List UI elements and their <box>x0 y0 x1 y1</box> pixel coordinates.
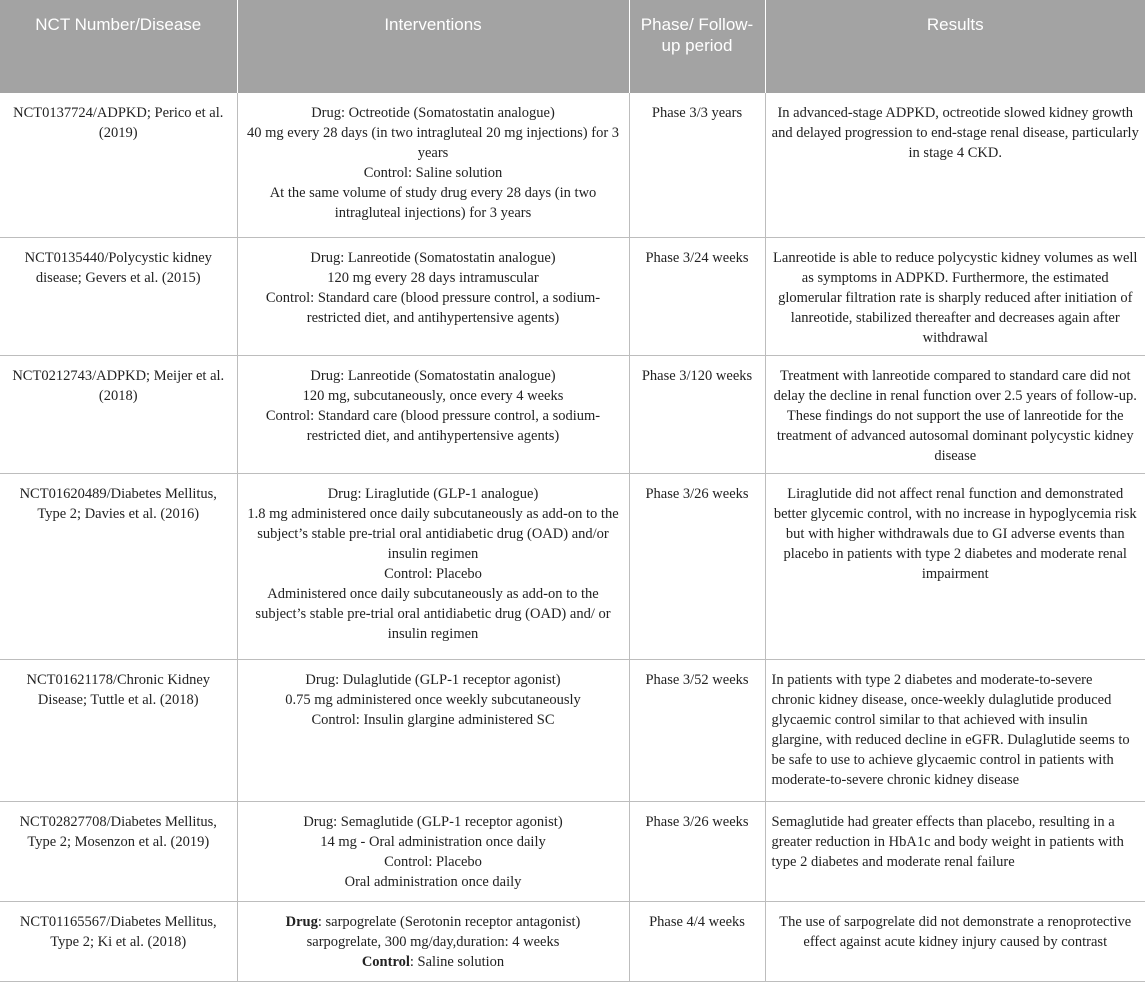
table-row <box>0 659 1145 801</box>
intervention-line: 1.8 mg administered once daily subcutaneously as add-on to the subject’s stable pre-trial oral antidiabetic drug (OAD) and/or insulin regimen <box>247 505 619 562</box>
intervention-line: Drug: Octreotide (Somatostatin analogue) <box>311 105 555 121</box>
cell-interventions <box>237 355 629 473</box>
intervention-line: 120 mg, subcutaneously, once every 4 weeks <box>302 387 564 404</box>
cell-results: Treatment with lanreotide compared to standard care did not delay the decline in renal function over 2.5 years of follow-up. These findings do not support the use of lanreotide for the treatment of advanced autosomal dominant polycystic kidney disease <box>765 355 1145 473</box>
drug-text: : sarpogrelate (Serotonin receptor antagonist) <box>317 913 581 930</box>
intervention-line: Control: Standard care (blood pressure control, a sodium-restricted diet, and antihypertensive agents) <box>265 289 601 326</box>
table-row <box>0 473 1145 659</box>
cell-results: In patients with type 2 diabetes and moderate-to-severe chronic kidney disease, once-weekly dulaglutide produced glycaemic control similar to that achieved with insulin glargine, with reduced decline in eGFR. Dulaglutide seems to be safe to use to achieve glycaemic control in patients with moderate-to-severe chronic kidney disease <box>765 659 1145 801</box>
header-results: Results <box>765 0 1145 93</box>
cell-nct: NCT01165567/Diabetes Mellitus, Type 2; Ki et al. (2018) <box>0 901 237 981</box>
intervention-line: Drug: Liraglutide (GLP-1 analogue) <box>327 485 539 502</box>
cell-results: The use of sarpogrelate did not demonstrate a renoprotective effect against acute kidney injury caused by contrast <box>765 901 1145 981</box>
table-row <box>0 93 1145 237</box>
cell-interventions <box>237 473 629 659</box>
cell-phase: Phase 3/3 years <box>629 93 765 237</box>
table-row <box>0 355 1145 473</box>
cell-nct: NCT0212743/ADPKD; Meijer et al. (2018) <box>0 355 237 473</box>
header-row <box>0 0 1145 93</box>
cell-nct: NCT0135440/Polycystic kidney disease; Gevers et al. (2015) <box>0 237 237 355</box>
cell-nct: NCT01620489/Diabetes Mellitus, Type 2; Davies et al. (2016) <box>0 473 237 659</box>
cell-interventions <box>237 801 629 901</box>
control-text: : Saline solution <box>409 953 505 970</box>
intervention-line: Control: Standard care (blood pressure control, a sodium-restricted diet, and antihypertensive agents) <box>265 407 601 444</box>
cell-phase: Phase 3/26 weeks <box>629 801 765 901</box>
intervention-line: sarpogrelate, 300 mg/day,duration: 4 weeks <box>306 933 560 950</box>
header-interventions: Interventions <box>237 0 629 93</box>
intervention-line <box>244 952 623 972</box>
control-label: Control <box>361 953 410 970</box>
intervention-line: Drug: Semaglutide (GLP-1 receptor agonist) <box>303 813 563 830</box>
cell-interventions <box>237 901 629 981</box>
cell-nct: NCT0137724/ADPKD; Perico et al. (2019) <box>0 93 237 237</box>
intervention-line: Oral administration once daily <box>344 873 522 890</box>
cell-phase: Phase 3/120 weeks <box>629 355 765 473</box>
table-body <box>0 93 1145 981</box>
header-phase: Phase/ Follow-up period <box>629 0 765 93</box>
cell-phase: Phase 3/52 weeks <box>629 659 765 801</box>
cell-phase: Phase 3/26 weeks <box>629 473 765 659</box>
cell-results: Lanreotide is able to reduce polycystic kidney volumes as well as symptoms in ADPKD. Furthermore, the estimated glomerular filtration rate is sharply reduced after initiation of lanreotide, stabilized thereafter and decreases again after withdrawal <box>765 237 1145 355</box>
intervention-line: Administered once daily subcutaneously as add-on to the subject’s stable pre-trial oral antidiabetic drug (OAD) and/ or insulin regimen <box>255 585 611 642</box>
cell-results: Semaglutide had greater effects than placebo, resulting in a greater reduction in HbA1c and body weight in patients with type 2 diabetes and moderate renal failure <box>765 801 1145 901</box>
table-row <box>0 901 1145 981</box>
intervention-line <box>244 912 623 932</box>
header-nct: NCT Number/Disease <box>0 0 237 93</box>
drug-label: Drug <box>285 913 318 930</box>
intervention-line: 40 mg every 28 days (in two intragluteal 20 mg injections) for 3 years <box>246 125 620 161</box>
cell-nct: NCT01621178/Chronic Kidney Disease; Tuttle et al. (2018) <box>0 659 237 801</box>
cell-interventions <box>237 93 629 237</box>
cell-phase: Phase 4/4 weeks <box>629 901 765 981</box>
intervention-line: Control: Placebo <box>384 853 482 870</box>
cell-phase: Phase 3/24 weeks <box>629 237 765 355</box>
cell-interventions <box>237 237 629 355</box>
intervention-line: 0.75 mg administered once weekly subcutaneously <box>285 691 581 708</box>
intervention-line: 14 mg - Oral administration once daily <box>320 833 546 850</box>
cell-nct: NCT02827708/Diabetes Mellitus, Type 2; Mosenzon et al. (2019) <box>0 801 237 901</box>
table-row <box>0 237 1145 355</box>
intervention-line: Control: Saline solution <box>363 165 503 181</box>
intervention-line: At the same volume of study drug every 28 days (in two intragluteal injections) for 3 years <box>269 185 597 221</box>
cell-results: In advanced-stage ADPKD, octreotide slowed kidney growth and delayed progression to end-stage renal disease, particularly in stage 4 CKD. <box>765 93 1145 237</box>
intervention-line: Control: Placebo <box>384 565 482 582</box>
intervention-line: Drug: Lanreotide (Somatostatin analogue) <box>310 367 556 384</box>
intervention-line: Drug: Dulaglutide (GLP-1 receptor agonist) <box>305 671 561 688</box>
intervention-line: 120 mg every 28 days intramuscular <box>327 269 539 286</box>
cell-results: Liraglutide did not affect renal function and demonstrated better glycemic control, with no increase in hypoglycemia risk but with higher withdrawals due to GI adverse events than placebo in patients with type 2 diabetes and moderate renal impairment <box>765 473 1145 659</box>
table-row <box>0 801 1145 901</box>
table-header <box>0 0 1145 93</box>
cell-interventions <box>237 659 629 801</box>
intervention-line: Drug: Lanreotide (Somatostatin analogue) <box>310 249 556 266</box>
intervention-line: Control: Insulin glargine administered SC <box>311 711 555 728</box>
